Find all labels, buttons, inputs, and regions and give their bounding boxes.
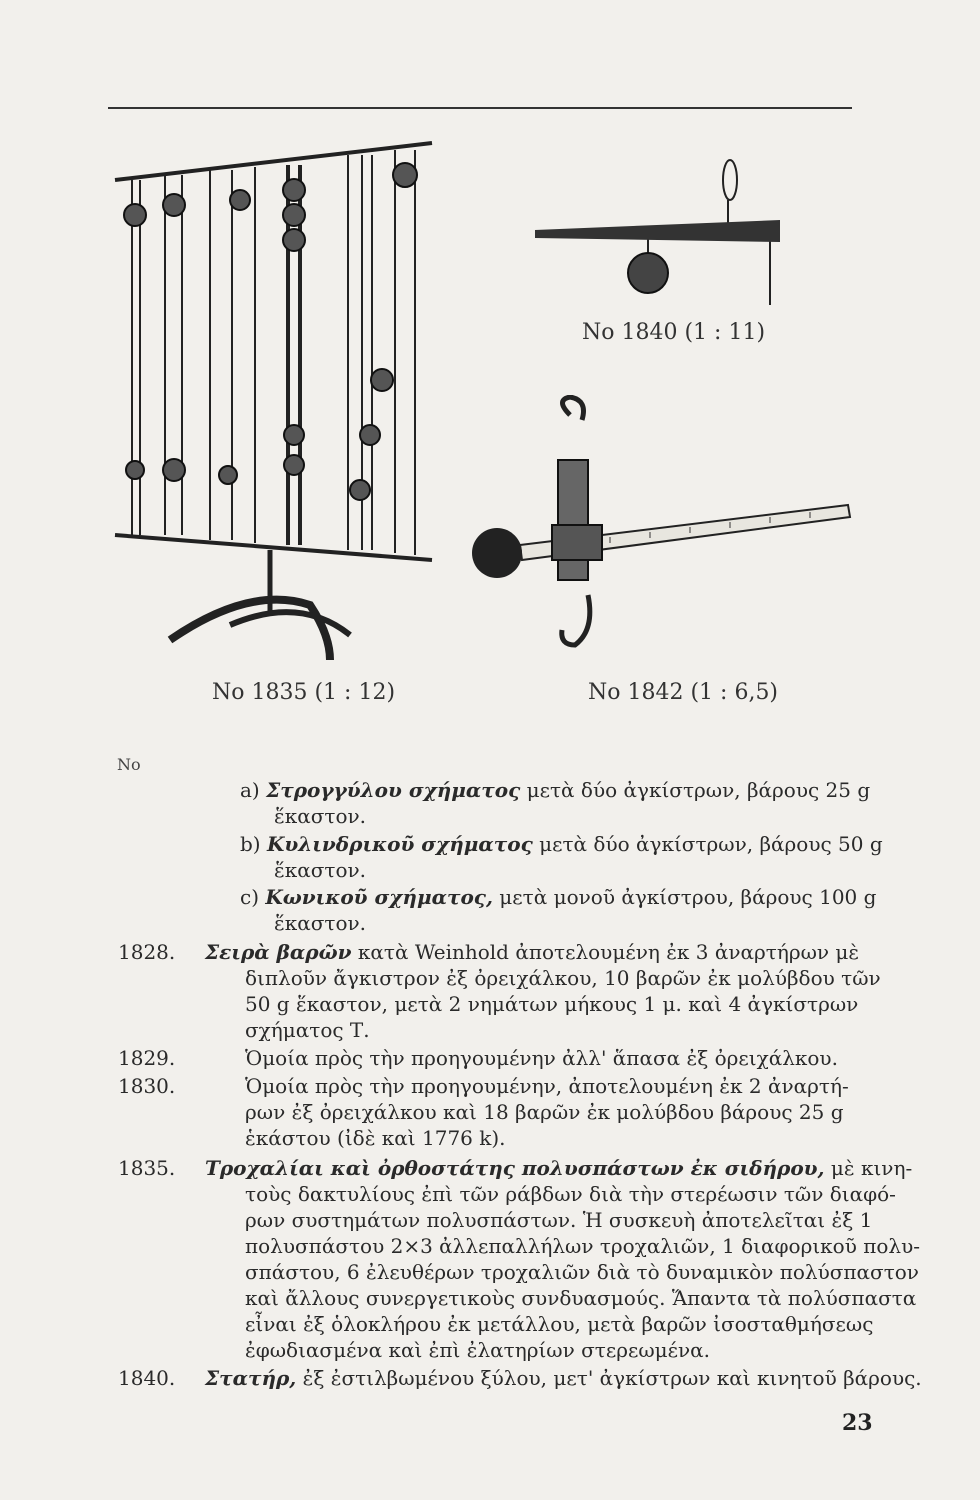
entry-a-bold: Στρογγύλου σχήματος [266,778,521,802]
entry-1835-line-1 [205,1156,912,1180]
entry-1828-line-1 [205,940,859,964]
figure-caption-1840: No 1840 (1 : 11) [582,320,766,345]
entry-1830-line-2: ρων ἐξ ὀρειχάλκου καὶ 18 βαρῶν ἐκ μολύβδου βάρους 25 g [245,1100,844,1124]
entry-1829-line-1: Ὁμοία πρὸς τὴν προηγουμένην ἀλλ' ἅπασα ἐξ ὀρειχάλκου. [245,1046,838,1070]
entry-1828-line-2: διπλοῦν ἄγκιστρον ἐξ ὀρειχάλκου, 10 βαρῶν ἐκ μολύβδου τῶν [245,966,881,990]
entry-c-text: μετὰ μονοῦ ἀγκίστρου, βάρους 100 g [499,885,877,909]
figure-caption-1842: No 1842 (1 : 6,5) [588,680,779,705]
entry-1835-line-6: καὶ ἄλλους συνεργετικοὺς συνδυασμούς. Ἅπαντα τὰ πολύσπαστα [245,1286,917,1310]
entry-1828-text-1: κατὰ Weinhold ἀποτελουμένη ἐκ 3 ἀναρτήρων μὲ [357,940,860,964]
entry-a-text: μετὰ δύο ἀγκίστρων, βάρους 25 g [526,778,871,802]
steelyard-balance-illustration [530,150,790,310]
entry-1835-line-3: ρων συστημάτων πολυσπάστων. Ἡ συσκευὴ ἀποτελεῖται ἐξ 1 [245,1208,873,1232]
entry-1828-number: 1828. [118,940,176,964]
entry-1828-line-3: 50 g ἕκαστον, μετὰ 2 νημάτων μήκους 1 μ. καὶ 4 ἀγκίστρων [245,992,859,1016]
entry-b-text: μετὰ δύο ἀγκίστρων, βάρους 50 g [539,832,883,856]
entry-1828-line-4: σχήματος Τ. [245,1018,370,1042]
entry-1840-text-1: ἐξ ἐστιλβωμένου ξύλου, μετ' ἀγκίστρων καὶ κινητοῦ βάρους. [302,1366,922,1390]
entry-1828-bold: Σειρὰ βαρῶν [205,940,352,964]
entry-1835-line-8: ἐφωδιασμένα καὶ ἐπὶ ἐλατηρίων στερεωμένα. [245,1338,711,1362]
entry-1835-line-4: πολυσπάστου 2×3 ἀλλεπαλλήλων τροχαλιῶν, 1 διαφορικοῦ πολυ- [245,1234,920,1258]
entry-1840-line-1 [205,1366,922,1390]
entry-1829-number: 1829. [118,1046,176,1070]
entry-b-bold: Κυλινδρικοῦ σχήματος [266,832,533,856]
entry-1840-bold: Στατήρ, [205,1366,297,1390]
entry-a-line [240,778,870,802]
pulley-stand-illustration [110,135,440,665]
page-number: 23 [842,1410,873,1436]
entry-b-cont: ἕκαστον. [274,858,367,882]
entry-1835-line-7: εἶναι ἐξ ὁλοκλήρου ἐκ μετάλλου, μετὰ βαρῶν ἰσοσταθμήσεως [245,1312,874,1336]
entry-a-label: a) [240,778,260,802]
entry-1830-line-1: Ὁμοία πρὸς τὴν προηγουμένην, ἀποτελουμένη ἐκ 2 ἀναρτή- [245,1074,849,1098]
entry-1835-line-2: τοὺς δακτυλίους ἐπὶ τῶν ράβδων διὰ τὴν στερέωσιν τῶν διαφό- [245,1182,896,1206]
figure-caption-1835: No 1835 (1 : 12) [212,680,396,705]
entry-1830-line-3: ἑκάστου (ἰδὲ καὶ 1776 k). [245,1126,506,1150]
spring-balance-illustration [470,395,860,665]
entry-1840-number: 1840. [118,1366,176,1390]
entry-1835-number: 1835. [118,1156,176,1180]
entry-c-cont: ἕκαστον. [274,911,367,935]
entry-c-bold: Κωνικοῦ σχήματος, [265,885,493,909]
entry-1835-bold: Τροχαλίαι καὶ ὀρθοστάτης πολυσπάστων ἐκ σιδήρου, [205,1156,825,1180]
entry-1830-number: 1830. [118,1074,176,1098]
entry-1835-text-1: μὲ κινη- [830,1156,913,1180]
top-rule [108,107,852,109]
column-head-no: No [117,755,141,774]
entry-c-line [240,885,876,909]
entry-a-cont: ἕκαστον. [274,804,367,828]
entry-c-label: c) [240,885,260,909]
entry-b-line [240,832,883,856]
entry-1835-line-5: σπάστου, 6 ἐλευθέρων τροχαλιῶν διὰ τὸ δυναμικὸν πολύσπαστον [245,1260,919,1284]
entry-b-label: b) [240,832,261,856]
